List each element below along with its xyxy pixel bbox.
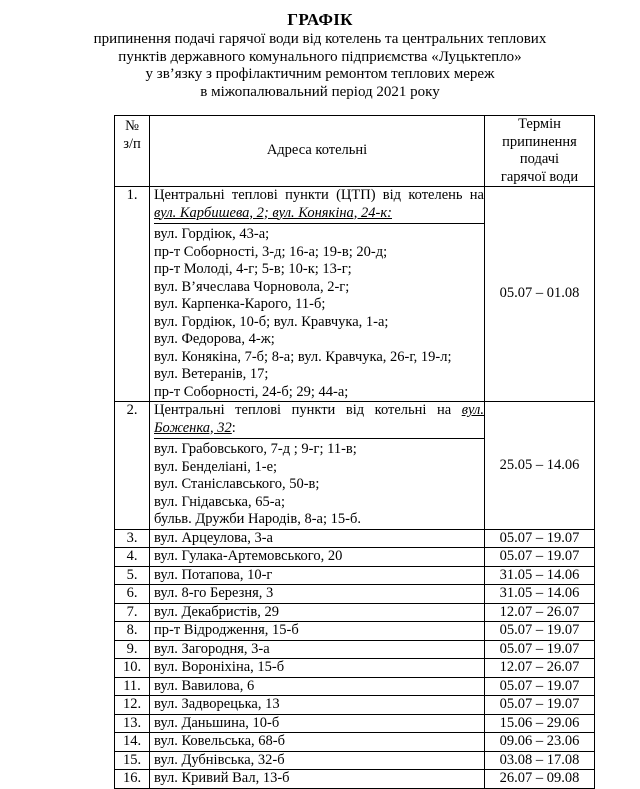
row-term: 05.07 – 19.07 — [485, 548, 595, 567]
table-row — [115, 585, 595, 604]
table-header-row — [115, 116, 595, 187]
table-row-group-1 — [115, 187, 595, 402]
address-line: пр-т Соборності, 3-д; 16-а; 19-в; 20-д; — [154, 243, 388, 260]
table-row — [115, 714, 595, 733]
row-term: 05.07 – 19.07 — [485, 696, 595, 715]
row-address: вул. Потапова, 10-г — [150, 566, 485, 585]
address-line: вул. Федорова, 4-ж; — [154, 331, 275, 347]
subtitle-line: пунктів державного комунального підприємства «Луцьктепло» — [118, 48, 522, 65]
row-term: 12.07 – 26.07 — [485, 659, 595, 678]
row-term: 05.07 – 19.07 — [485, 622, 595, 641]
group-heading — [154, 402, 484, 439]
row-term: 15.06 – 29.06 — [485, 714, 595, 733]
row-address: вул. Даньшина, 10-б — [150, 714, 485, 733]
table-row — [115, 696, 595, 715]
row-term: 25.05 – 14.06 — [485, 402, 595, 530]
row-number: 14. — [115, 733, 150, 752]
header-address: Адреса котельні — [150, 116, 485, 187]
row-address: вул. Задворецька, 13 — [150, 696, 485, 715]
table-row — [115, 548, 595, 567]
row-term: 26.07 – 09.08 — [485, 770, 595, 789]
row-term: 12.07 – 26.07 — [485, 603, 595, 622]
row-number: 10. — [115, 659, 150, 678]
row-number: 2. — [115, 402, 150, 530]
table-row — [115, 659, 595, 678]
address-line: вул. Гордіюк, 10-б; вул. Кравчука, 1-а; — [154, 313, 389, 330]
row-number: 13. — [115, 714, 150, 733]
address-line: пр-т Молоді, 4-г; 5-в; 10-к; 13-г; — [154, 261, 352, 277]
address-line: вул. Конякіна, 7-б; 8-а; вул. Кравчука, 26-г, 19-л; — [154, 348, 452, 365]
row-term: 05.07 – 19.07 — [485, 529, 595, 548]
row-address: вул. Ковельська, 68-б — [150, 733, 485, 752]
row-address: вул. 8-го Березня, 3 — [150, 585, 485, 604]
address-line: пр-т Соборності, 24-б; 29; 44-а; — [154, 383, 349, 400]
group-heading-suffix: : — [231, 419, 236, 436]
row-number: 8. — [115, 622, 150, 641]
schedule-table — [114, 115, 595, 789]
subtitle-line: у зв’язку з профілактичним ремонтом теплових мереж — [145, 66, 495, 82]
row-number: 15. — [115, 751, 150, 770]
row-address-group — [150, 402, 485, 530]
group-heading — [154, 187, 484, 224]
row-address: вул. Кривий Вал, 13-б — [150, 770, 485, 789]
row-term: 05.07 – 01.08 — [485, 187, 595, 402]
address-line: вул. Станіславського, 50-в; — [154, 476, 320, 492]
row-number: 4. — [115, 548, 150, 567]
row-term: 09.06 – 23.06 — [485, 733, 595, 752]
group-heading-boiler-address: вул. Боженка, 32 — [154, 402, 484, 436]
row-term: 31.05 – 14.06 — [485, 585, 595, 604]
row-address: пр-т Відродження, 15-б — [150, 622, 485, 641]
table-row — [115, 566, 595, 585]
row-number: 11. — [115, 677, 150, 696]
row-address: вул. Арцеулова, 3-а — [150, 529, 485, 548]
address-line: вул. Гордіюк, 43-а; — [154, 226, 270, 242]
header-term: Термін припинення подачі гарячої води — [485, 116, 595, 187]
address-line: вул. Ветеранів, 17; — [154, 366, 269, 382]
row-term: 03.08 – 17.08 — [485, 751, 595, 770]
table-row — [115, 751, 595, 770]
address-line: вул. Грабовського, 7-д ; 9-г; 11-в; — [154, 441, 357, 457]
table-row — [115, 733, 595, 752]
address-line: бульв. Дружби Народів, 8-а; 15-б. — [154, 511, 361, 527]
document-title: ГРАФІК — [287, 10, 353, 29]
subtitle-line: припинення подачі гарячої води від котелень та центральних теплових — [93, 31, 547, 47]
row-number: 3. — [115, 529, 150, 548]
header-number: № з/п — [115, 116, 150, 187]
row-address: вул. Вавилова, 6 — [150, 677, 485, 696]
row-term: 05.07 – 19.07 — [485, 677, 595, 696]
row-number: 1. — [115, 187, 150, 402]
address-line: вул. В’ячеслава Чорновола, 2-г; — [154, 278, 350, 295]
address-line: вул. Карпенка-Карого, 11-б; — [154, 296, 326, 312]
row-address: вул. Декабристів, 29 — [150, 603, 485, 622]
table-row — [115, 677, 595, 696]
row-address: вул. Загородня, 3-а — [150, 640, 485, 659]
row-term: 31.05 – 14.06 — [485, 566, 595, 585]
row-address: вул. Дубнівська, 32-б — [150, 751, 485, 770]
address-line: вул. Гнідавська, 65-а; — [154, 493, 285, 510]
row-address: вул. Вороніхіна, 15-б — [150, 659, 485, 678]
row-address-group — [150, 187, 485, 402]
row-number: 7. — [115, 603, 150, 622]
table-row — [115, 770, 595, 789]
group-heading-text: Центральні теплові пункти (ЦТП) від котелень на — [154, 187, 484, 203]
group-heading-text: Центральні теплові пункти від котельні на — [154, 402, 462, 418]
table-row — [115, 640, 595, 659]
table-row — [115, 622, 595, 641]
subtitle-line: в міжопалювальний період 2021 року — [200, 83, 440, 100]
row-number: 9. — [115, 640, 150, 659]
table-row — [115, 603, 595, 622]
row-address: вул. Гулака-Артемовського, 20 — [150, 548, 485, 567]
row-number: 12. — [115, 696, 150, 715]
address-line: вул. Бенделіані, 1-е; — [154, 458, 278, 475]
row-number: 5. — [115, 566, 150, 585]
row-number: 6. — [115, 585, 150, 604]
table-row — [115, 529, 595, 548]
row-number: 16. — [115, 770, 150, 789]
table-row-group-2 — [115, 402, 595, 530]
document-subtitle — [0, 31, 640, 101]
document-header — [0, 10, 640, 101]
group-heading-boiler-address: вул. Карбишева, 2; вул. Конякіна, 24-к: — [154, 204, 392, 221]
row-term: 05.07 – 19.07 — [485, 640, 595, 659]
